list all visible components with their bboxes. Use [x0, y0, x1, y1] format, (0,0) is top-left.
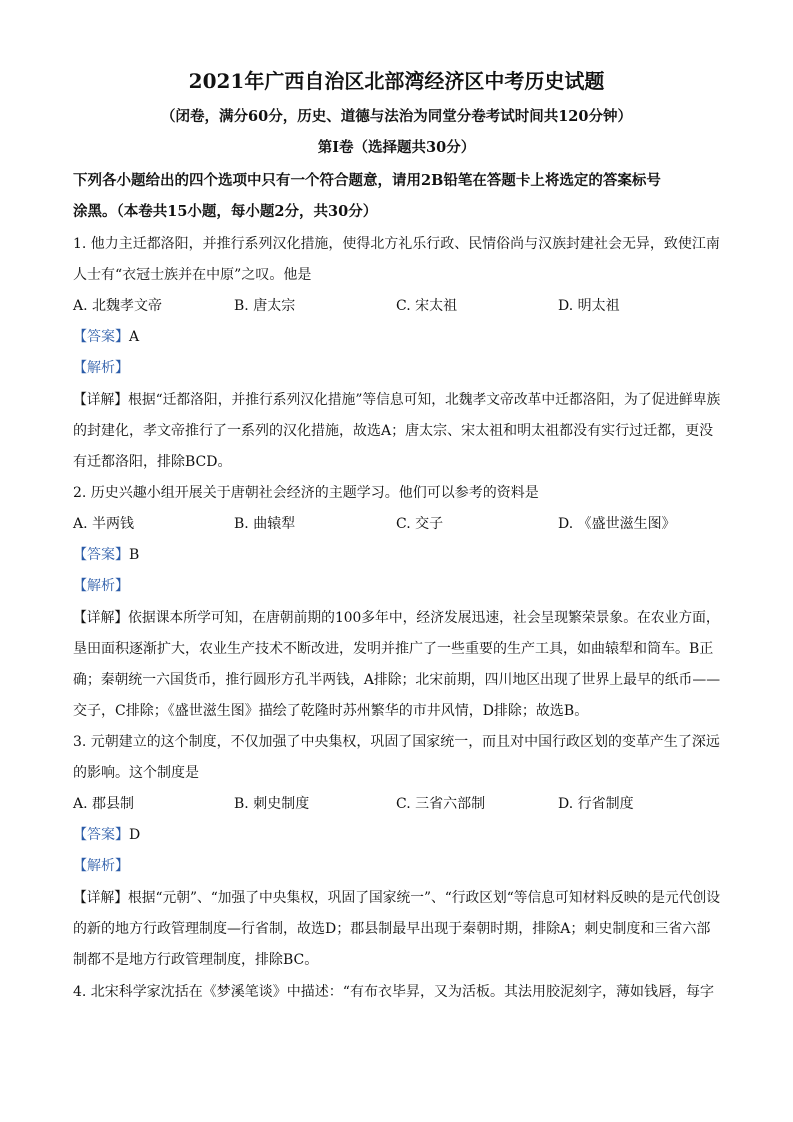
- question-3-analysis-label: 【解析】: [73, 858, 129, 874]
- question-3-detail-line-2: 的新的地方行政管理制度—行省制，故选D；郡县制最早出现于秦朝时期，排除A；刺史制度和三省六部: [73, 921, 711, 937]
- question-3-detail-line-1: [73, 888, 720, 908]
- question-4-stem-line-1: 4. 北宋科学家沈括在《梦溪笔谈》中描述：“有布衣毕昇，又为活板。其法用胶泥刻字，薄如钱唇，每字: [73, 984, 714, 1000]
- detail-label: 【详解】: [73, 610, 129, 626]
- detail-label: 【详解】: [73, 890, 128, 906]
- question-1-detail-line-1: [73, 390, 720, 410]
- question-1-answer: [73, 327, 139, 347]
- question-1-analysis-label: 【解析】: [73, 360, 129, 376]
- detail-text: 根据“迁都洛阳，并推行系列汉化措施”等信息可知，北魏孝文帝改革中迁都洛阳，为了促进鲜卑族: [128, 392, 721, 408]
- instructions-line-2: 涂黑。（本卷共15小题，每小题2分，共30分）: [73, 203, 378, 220]
- question-2-option-c: C. 交子: [396, 516, 444, 532]
- question-1-stem-line-2: 人士有“衣冠士族并在中原”之叹。他是: [73, 267, 312, 283]
- answer-label: 【答案】: [73, 827, 129, 843]
- instructions-line-1: 下列各小题给出的四个选项中只有一个符合题意，请用2B铅笔在答题卡上将选定的答案标号: [73, 172, 661, 189]
- page-title: 2021年广西自治区北部湾经济区中考历史试题: [188, 69, 605, 93]
- question-3-option-c: C. 三省六部制: [396, 796, 486, 812]
- question-2-detail-line-2: 垦田面积逐渐扩大，农业生产技术不断改进，发明并推广了一些重要的生产工具，如曲辕犁和筒车。B正: [73, 641, 714, 657]
- question-2-option-b: B. 曲辕犁: [234, 516, 296, 532]
- question-1-option-a: A. 北魏孝文帝: [73, 298, 163, 314]
- question-1-detail-line-2: 的封建化，孝文帝推行了一系列的汉化措施，故选A；唐太宗、宋太祖和明太祖都没有实行过迁都，更没: [73, 423, 714, 439]
- question-2-detail-line-1: [73, 608, 720, 628]
- question-2-detail-line-4: 交子，C排除；《盛世滋生图》描绘了乾隆时苏州繁华的市井风情，D排除；故选B。: [73, 703, 589, 719]
- question-1-option-c: C. 宋太祖: [396, 298, 458, 314]
- question-1-option-d: D. 明太祖: [558, 298, 620, 314]
- question-2-option-d: D. 《盛世滋生图》: [558, 516, 676, 532]
- question-3-stem-line-2: 的影响。这个制度是: [73, 765, 199, 781]
- question-3-stem-line-1: 3. 元朝建立的这个制度，不仅加强了中央集权，巩固了国家统一，而且对中国行政区划的变革产生了深远: [73, 734, 720, 750]
- question-2-answer: [73, 545, 139, 565]
- question-2-analysis-label: 【解析】: [73, 578, 129, 594]
- exam-subtitle: （闭卷，满分60分，历史、道德与法治为同堂分卷考试时间共120分钟）: [161, 108, 632, 125]
- question-3-detail-line-3: 制都不是地方行政管理制度，排除BC。: [73, 952, 319, 968]
- question-2-detail-line-3: 确；秦朝统一六国货币，推行圆形方孔半两钱，A排除；北宋前期，四川地区出现了世界上最早的纸币——: [73, 672, 721, 688]
- question-3-option-a: A. 郡县制: [73, 796, 135, 812]
- question-1-stem-line-1: 1. 他力主迁都洛阳，并推行系列汉化措施，使得北方礼乐行政、民情俗尚与汉族封建社会无异，致使江南: [73, 236, 720, 252]
- answer-label: 【答案】: [73, 329, 129, 345]
- section-heading: 第Ⅰ卷（选择题共30分）: [317, 139, 476, 156]
- question-1-detail-line-3: 有迁都洛阳，排除BCD。: [73, 454, 232, 470]
- answer-value: B: [129, 547, 140, 563]
- answer-value: D: [129, 827, 141, 843]
- question-2-stem-line-1: 2. 历史兴趣小组开展关于唐朝社会经济的主题学习。他们可以参考的资料是: [73, 485, 539, 501]
- question-3-option-b: B. 刺史制度: [234, 796, 310, 812]
- question-1-option-b: B. 唐太宗: [234, 298, 296, 314]
- detail-text: 依据课本所学可知，在唐朝前期的100多年中，经济发展迅速，社会呈现繁荣景象。在农业方面，: [128, 610, 720, 626]
- question-2-option-a: A. 半两钱: [73, 516, 135, 532]
- answer-label: 【答案】: [73, 547, 129, 563]
- detail-label: 【详解】: [73, 392, 129, 408]
- answer-value: A: [129, 329, 140, 345]
- detail-text: 根据“元朝”、“加强了中央集权，巩固了国家统一”、“行政区划“等信息可知材料反映的是元代创设: [127, 890, 720, 906]
- question-3-answer: [73, 825, 140, 845]
- question-3-option-d: D. 行省制度: [558, 796, 634, 812]
